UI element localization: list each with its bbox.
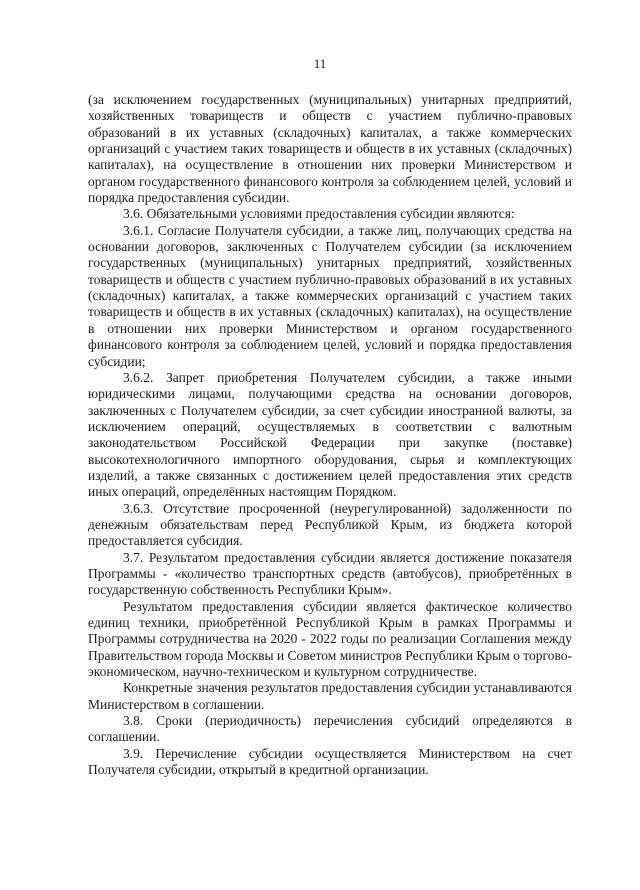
- paragraph-3-6-3: 3.6.3. Отсутствие просроченной (неурегулированной) задолженности по денежным обязательствам перед Республикой Крым, из бюджета которой предоставляется субсидия.: [88, 500, 572, 549]
- paragraph-3-9: 3.9. Перечисление субсидии осуществляется Министерством на счет Получателя субсидии, открытый в кредитной организации.: [88, 745, 572, 778]
- document-body: [88, 92, 572, 778]
- paragraph-3-7-values: Конкретные значения результатов предоставления субсидии устанавливаются Министерством в соглашении.: [88, 680, 572, 712]
- paragraph-continuation: (за исключением государственных (муниципальных) унитарных предприятий, хозяйственных товариществ и обществ с участием публично-правовых образований в их уставных (складочных) капиталах, а также коммерческих организаций с участием таких товариществ и обществ в их уставных (складочных) капиталах), на осуществление в отношении них проверки Министерством и органом государственного финансового контроля за соблюдением целей, условий и порядка предоставления субсидии.: [88, 92, 572, 206]
- paragraph-3-7: 3.7. Результатом предоставления субсидии является достижение показателя Программы - «количество транспортных средств (автобусов), приобретённых в государственную собственность Республики Крым».: [88, 549, 572, 598]
- paragraph-3-8: 3.8. Сроки (периодичность) перечисления субсидий определяются в соглашении.: [88, 713, 572, 745]
- paragraph-3-7-result: Результатом предоставления субсидии является фактическое количество единиц техники, приобретённой Республикой Крым в рамках Программы и Программы сотрудничества на 2020 - 2022 годы по реализации Соглашения между Правительством города Москвы и Советом министров Республики Крым о торгово-экономическом, научно-техническом и культурном сотрудничестве.: [88, 598, 572, 680]
- paragraph-3-6-2: 3.6.2. Запрет приобретения Получателем субсидии, а также иными юридическими лицами, получающими средства на основании договоров, заключенных с Получателем субсидии, за счет субсидии иностранной валюты, за исключением операций, осуществляемых в соответствии с валютным законодательством Российской Федерации при закупке (поставке) высокотехнологичного импортного оборудования, сырья и комплектующих изделий, а также связанных с достижением целей предоставления этих средств иных операций, определённых настоящим Порядком.: [88, 369, 572, 500]
- page-number: 11: [313, 56, 327, 71]
- paragraph-3-6-1: 3.6.1. Согласие Получателя субсидии, а также лиц, получающих средства на основании договоров, заключенных с Получателем субсидии (за исключением государственных (муниципальных) унитарных предприятий, хозяйственных товариществ и обществ с участием публично-правовых образований в их уставных (складочных) капиталах, а также коммерческих организаций с участием таких товариществ и обществ в их уставных (складочных) капиталах), на осуществление в отношении них проверки Министерством и органом государственного финансового контроля за соблюдением целей, условий и порядка предоставления субсидии;: [88, 222, 572, 369]
- paragraph-3-6: 3.6. Обязательными условиями предоставления субсидии являются:: [123, 206, 515, 222]
